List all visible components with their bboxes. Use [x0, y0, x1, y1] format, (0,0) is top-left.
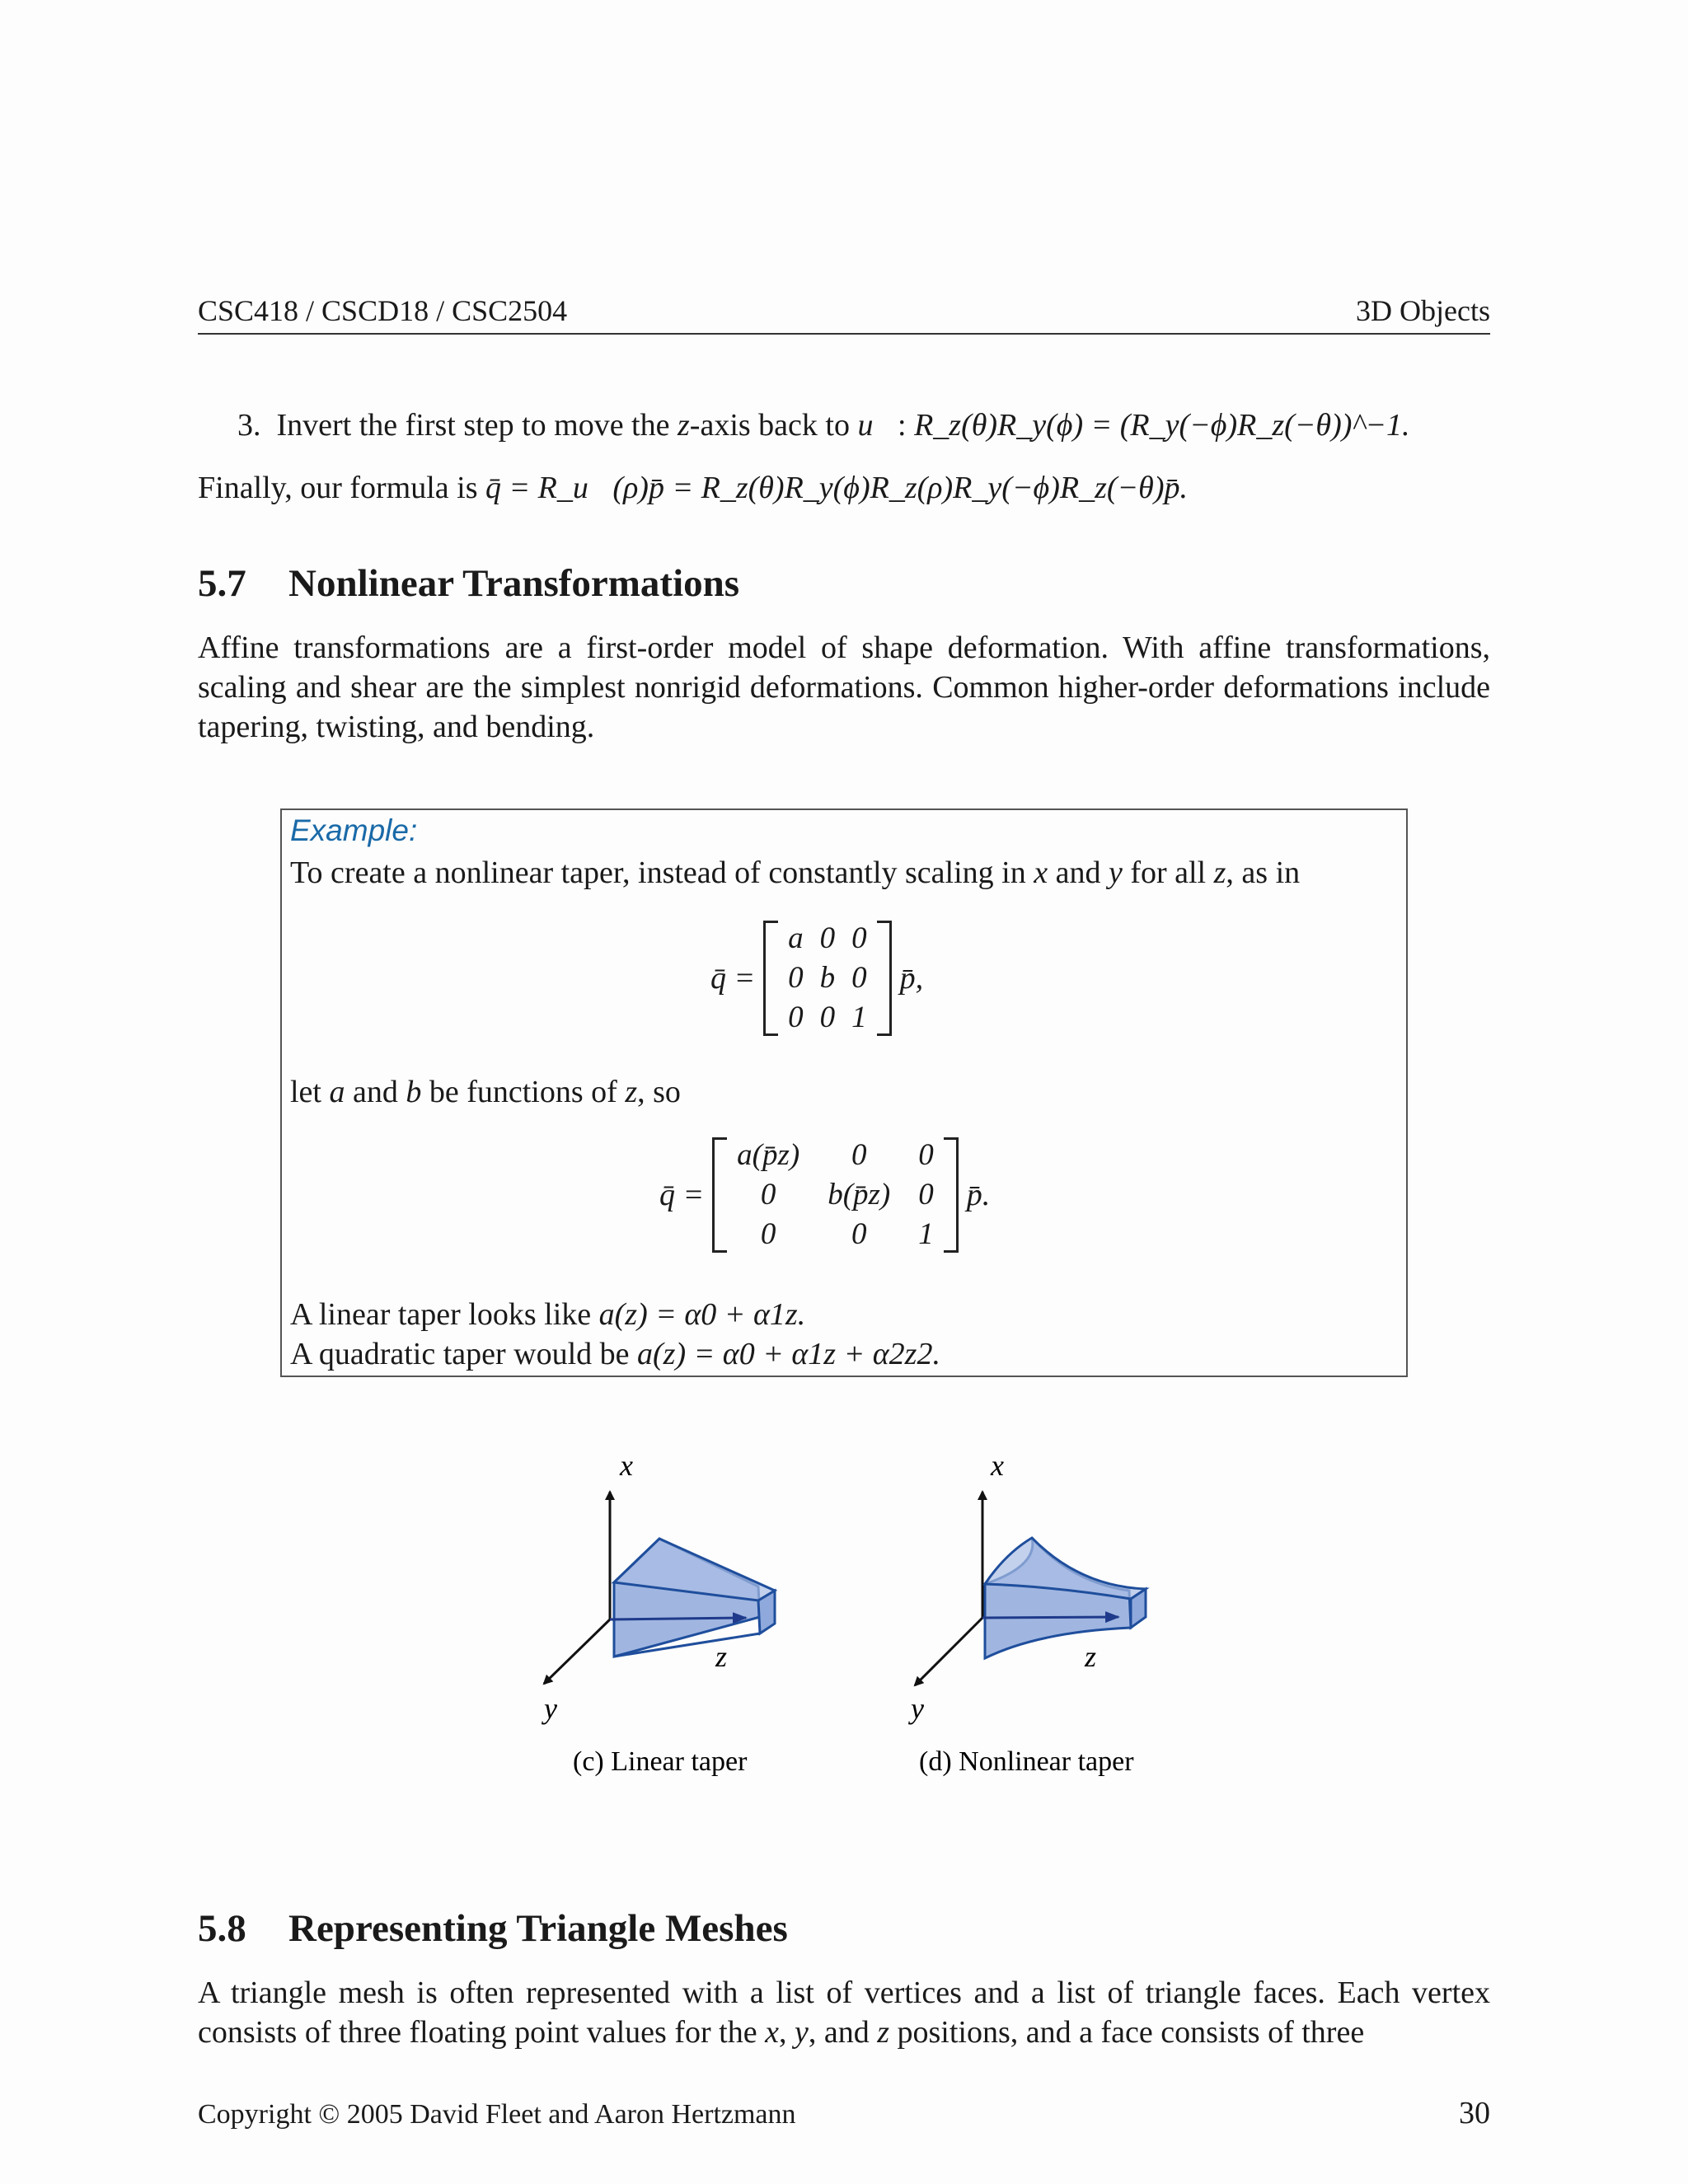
running-header-chapter: 3D Objects [1356, 294, 1490, 327]
axis-z-label: z [715, 1640, 728, 1673]
step-text: Invert the first step to move the [276, 408, 678, 443]
matrix-cell: 0 [788, 1001, 804, 1034]
math-var: z [625, 1075, 638, 1109]
matrix-3x3 [763, 921, 892, 1036]
matrix-cell: 0 [788, 961, 804, 995]
example-text: To create a nonlinear taper, instead of constantly scaling in [290, 855, 1034, 890]
axis-y-label: y [544, 1692, 557, 1725]
math-var: b [406, 1075, 422, 1109]
math-var: x [1034, 855, 1048, 890]
section-title: Representing Triangle Meshes [288, 1907, 788, 1950]
matrix-bracket-left [763, 921, 778, 1036]
running-header-course: CSC418 / CSCD18 / CSC2504 [198, 294, 568, 327]
matrix-cells [778, 921, 877, 1036]
matrix-cell: a(p̄z) [737, 1138, 800, 1172]
linear-taper-formula: a(z) = α0 + α1z. [598, 1297, 806, 1332]
nonlinear-taper-figure [908, 1449, 1146, 1777]
quadratic-taper-line [290, 1334, 940, 1374]
math-var: a [329, 1075, 345, 1109]
example-box [280, 808, 1408, 1377]
rotation-formula: q̄ = R_u⃗(ρ)p̄ = R_z(θ)R_y(ϕ)R_z(ρ)R_y(−ϕ)R_z(−θ)p̄. [485, 471, 1188, 505]
matrix-cell: 0 [851, 1217, 867, 1251]
math-var: x [765, 2015, 779, 2050]
matrix-3x3 [712, 1137, 959, 1253]
matrix-cell: 0 [760, 1217, 776, 1251]
matrix-cell: 0 [819, 1001, 836, 1034]
section-title: Nonlinear Transformations [288, 562, 740, 605]
y-axis-arrow [915, 1618, 982, 1685]
axis-y-label: y [911, 1692, 924, 1725]
matrix-cell: 1 [851, 1001, 867, 1034]
section-number: 5.8 [198, 1907, 246, 1950]
math-var: z [678, 408, 690, 443]
matrix-cell: 0 [851, 961, 867, 995]
page-number: 30 [1459, 2096, 1490, 2130]
section-number: 5.7 [198, 562, 246, 605]
list-item-step-3 [237, 405, 1523, 445]
equation-scale-matrix [710, 921, 923, 1036]
equation-lhs: q̄ = [710, 961, 756, 996]
axis-x-label: x [991, 1449, 1004, 1482]
math-var: y [1108, 855, 1123, 890]
matrix-cell: 0 [851, 921, 867, 955]
example-text: and [1048, 855, 1109, 890]
paragraph-triangle-mesh [198, 1973, 1490, 2052]
paragraph-text: positions, and a face consists of three [889, 2015, 1365, 2050]
paragraph-affine: Affine transformations are a first-order model of shape deformation. With affine transformations, scaling and shear are the simplest nonrigid deformations. Common higher-order deformations include tapering, twisting, and bending. [198, 630, 1490, 744]
matrix-cell: b [819, 961, 836, 995]
matrix-bracket-right [877, 921, 892, 1036]
matrix-cell: a [788, 921, 804, 955]
axis-z-label: z [1085, 1640, 1097, 1673]
linear-taper-figure [542, 1449, 775, 1777]
example-text: be functions of [421, 1075, 626, 1109]
paragraph-text: , and [808, 2015, 878, 2050]
equation-taper-matrix [659, 1137, 990, 1253]
equation-lhs: q̄ = [659, 1178, 705, 1212]
quadratic-taper-formula: a(z) = α0 + α1z + α2z2. [637, 1337, 940, 1371]
matrix-cell: 1 [918, 1217, 934, 1251]
example-text: A linear taper looks like [290, 1297, 599, 1332]
example-let-line [290, 1072, 681, 1112]
matrix-cell: 0 [760, 1178, 776, 1212]
section-heading-5-7 [198, 560, 739, 607]
header-rule [198, 333, 1490, 335]
matrix-cell: 0 [918, 1138, 934, 1172]
formula-intro: Finally, our formula is [198, 471, 485, 505]
matrix-cell: 0 [819, 921, 836, 955]
z-axis-arrow [982, 1617, 1118, 1618]
axis-x-label: x [620, 1449, 633, 1482]
example-label: Example: [290, 813, 418, 847]
z-axis-arrow [610, 1618, 746, 1619]
example-text: , as in [1226, 855, 1301, 890]
step-text: -axis back to [689, 408, 858, 443]
matrix-cell: 0 [851, 1138, 867, 1172]
matrix-cells [727, 1137, 944, 1253]
y-axis-arrow [544, 1619, 610, 1684]
footer-copyright: Copyright © 2005 David Fleet and Aaron Hertzmann [198, 2099, 796, 2130]
taper-figures [511, 1434, 1203, 1780]
figure-caption-linear: (c) Linear taper [573, 1746, 748, 1777]
example-text: and [345, 1075, 406, 1109]
matrix-bracket-left [712, 1137, 727, 1253]
section-heading-5-8 [198, 1905, 788, 1952]
math-var: z [877, 2015, 889, 2050]
example-intro [290, 853, 1395, 893]
linear-taper-line [290, 1295, 805, 1334]
matrix-cell: 0 [918, 1178, 934, 1212]
step-text: : [898, 408, 915, 443]
math-var: z [1213, 855, 1226, 890]
final-formula-line [198, 468, 1490, 508]
inverse-rotation-formula: R_z(θ)R_y(ϕ) = (R_y(−ϕ)R_z(−θ))^−1. [914, 408, 1410, 443]
example-text: A quadratic taper would be [290, 1337, 638, 1371]
figure-caption-nonlinear: (d) Nonlinear taper [919, 1746, 1134, 1777]
equation-rhs: p̄, [899, 961, 924, 996]
matrix-bracket-right [944, 1137, 959, 1253]
equation-rhs: p̄. [966, 1178, 991, 1212]
example-text: , so [637, 1075, 681, 1109]
example-text: let [290, 1075, 330, 1109]
paragraph-text: , [778, 2015, 795, 2050]
example-text: for all [1122, 855, 1214, 890]
paragraph-text: A triangle mesh is often represented with a list of vertices and a list of triangle faces. Each vertex consists of three floating point values for the [198, 1975, 1490, 2050]
math-var: y [794, 2015, 809, 2050]
matrix-cell: b(p̄z) [828, 1178, 891, 1212]
math-var: u⃗ [857, 408, 898, 443]
list-item-number: 3. [237, 408, 261, 443]
